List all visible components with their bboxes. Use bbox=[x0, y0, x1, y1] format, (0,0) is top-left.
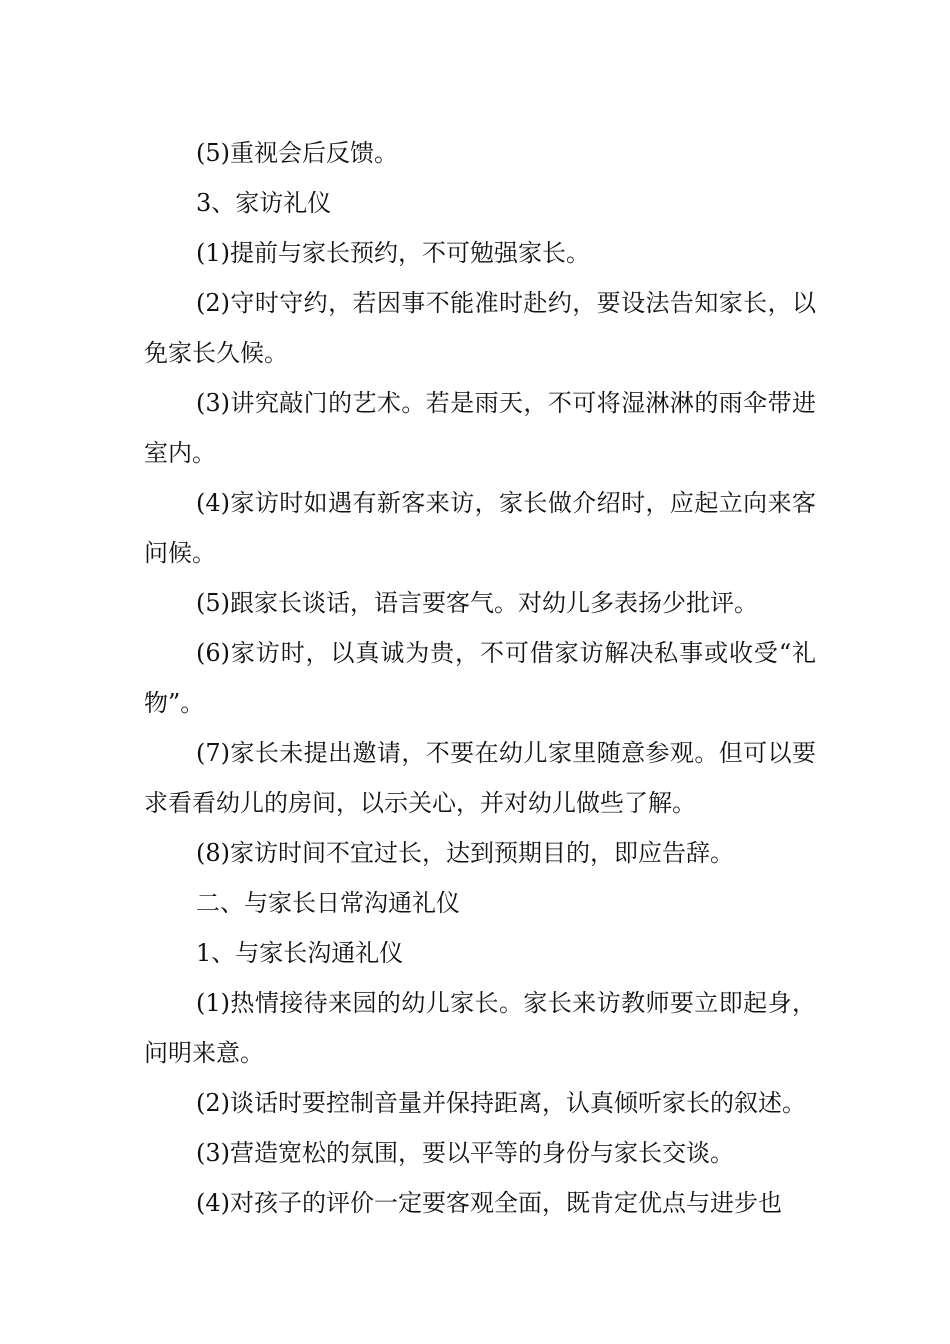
paragraph: (5)重视会后反馈。 bbox=[196, 139, 398, 167]
paragraph: (7)家长未提出邀请，不要在幼儿家里随意参观。但可以要求看看幼儿的房间，以示关心，并对幼儿做些了解。 bbox=[144, 739, 816, 817]
paragraph: (1)热情接待来园的幼儿家长。家长来访教师要立即起身，问明来意。 bbox=[144, 989, 816, 1067]
paragraph: (5)跟家长谈话，语言要客气。对幼儿多表扬少批评。 bbox=[196, 589, 758, 617]
paragraph: (2)守时守约，若因事不能准时赴约，要设法告知家长，以免家长久候。 bbox=[144, 289, 816, 367]
paragraph: (2)谈话时要控制音量并保持距离，认真倾听家长的叙述。 bbox=[196, 1089, 806, 1117]
section-heading: 3、家访礼仪 bbox=[196, 189, 332, 217]
section-heading: 1、与家长沟通礼仪 bbox=[196, 939, 404, 967]
paragraph: (3)讲究敲门的艺术。若是雨天，不可将湿淋淋的雨伞带进室内。 bbox=[144, 389, 816, 467]
paragraph: (4)对孩子的评价一定要客观全面，既肯定优点与进步也 bbox=[196, 1189, 782, 1217]
section-heading: 二、与家长日常沟通礼仪 bbox=[196, 889, 460, 917]
paragraph: (4)家访时如遇有新客来访，家长做介绍时，应起立向来客问候。 bbox=[144, 489, 816, 567]
document-body bbox=[144, 128, 816, 1228]
paragraph: (3)营造宽松的氛围，要以平等的身份与家长交谈。 bbox=[196, 1139, 734, 1167]
paragraph: (1)提前与家长预约，不可勉强家长。 bbox=[196, 239, 590, 267]
paragraph: (6)家访时，以真诚为贵，不可借家访解决私事或收受“礼物”。 bbox=[144, 639, 816, 717]
paragraph: (8)家访时间不宜过长，达到预期目的，即应告辞。 bbox=[196, 839, 734, 867]
